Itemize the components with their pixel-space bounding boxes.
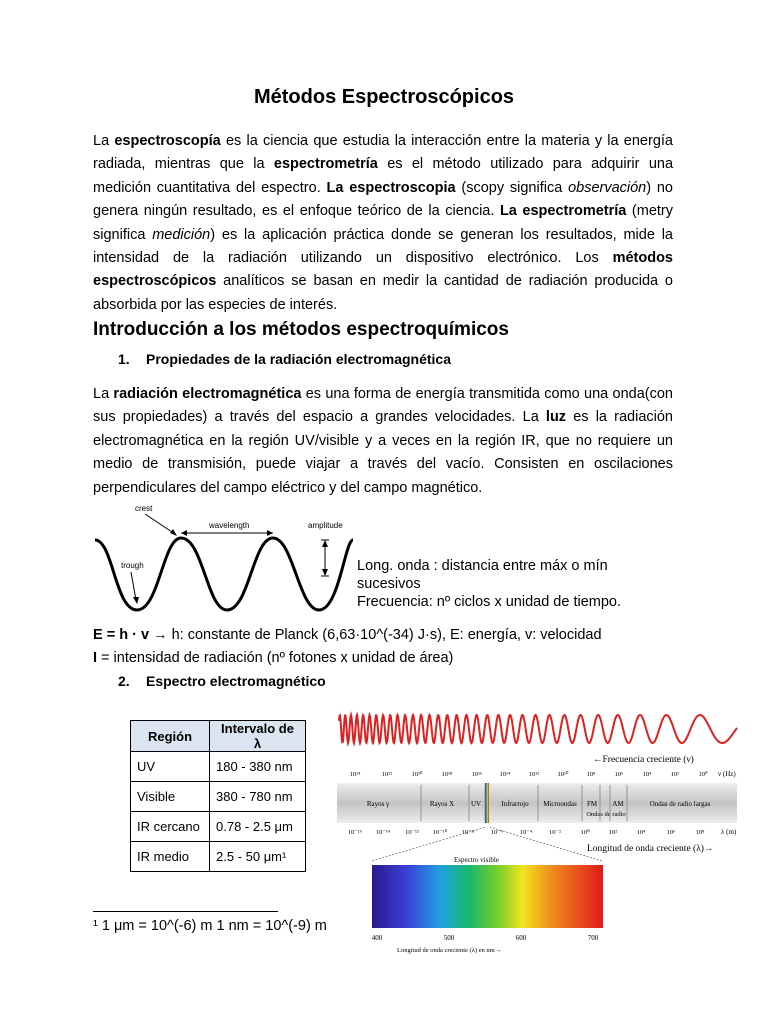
wavelength-tick-label: 10⁻¹⁴ [375,829,391,836]
frequency-wave [339,715,737,743]
region-label: Microondas [543,800,577,808]
frequency-tick-label: 10² [670,771,680,778]
table-cell: 380 - 780 nm [210,782,306,812]
table-header: Intervalo de λ [210,721,306,752]
subheading-1: 1. Propiedades de la radiación electromagnética [118,351,451,367]
frequency-label: ←Frecuencia creciente (ν) [593,755,694,765]
table-cell: 180 - 380 nm [210,752,306,782]
table-row [131,752,306,782]
frequency-ticks [350,770,708,778]
region-label: Rayos γ [366,800,390,808]
wavelength-ticks [348,828,705,836]
visible-spectrum [372,865,603,928]
radio-waves-label: Ondas de radio [586,811,626,818]
wavelength-tick-label: 10⁻¹⁰ [432,829,448,836]
region-label: UV [470,800,482,808]
table-cell: UV [131,752,210,782]
frequency-tick-label: 10¹⁸ [441,771,453,778]
frequency-unit: ν (Hz) [718,770,736,778]
visible-tick-label: 500 [443,934,455,942]
frequency-tick-label: 10²⁴ [349,771,361,778]
frequency-tick-label: 10¹² [528,771,540,778]
frequency-tick-label: 10²⁰ [411,771,423,778]
visible-ticks [372,934,599,942]
region-label: AM [612,800,624,808]
frequency-tick-label: 10⁰ [698,771,708,778]
wave-note-1: Long. onda : distancia entre máx o mín [357,558,608,574]
visible-axis-label: Longitud de onda creciente (λ) en nm→ [397,947,502,954]
wave-diagram [93,500,355,622]
regions-table [130,720,306,872]
trough-label: trough [121,561,144,570]
table-cell: 0.78 - 2.5 μm [210,812,306,842]
wavelength-tick-label: 10⁰ [580,829,590,836]
amplitude-label: amplitude [308,521,343,530]
frequency-tick-label: 10⁶ [614,771,624,778]
crest-label: crest [135,504,153,513]
wavelength-tick-label: 10² [608,829,618,836]
table-cell: IR cercano [131,812,210,842]
wavelength-tick-label: 10⁸ [695,829,705,836]
wave-note-2: sucesivos [357,576,421,592]
frequency-tick-label: 10¹⁴ [499,771,511,778]
table-header-row [131,721,306,752]
visible-tick-label: 700 [587,934,599,942]
table-row [131,812,306,842]
wavelength-tick-label: 10⁻¹² [405,829,419,836]
wave-note-3: Frecuencia: nº ciclos x unidad de tiempo. [357,594,622,610]
visible-title: Espectro visible [454,856,499,864]
wavelength-tick-label: 10⁻² [549,829,561,836]
intro-paragraph: La espectroscopía es la ciencia que estudia la interacción entre la materia y la energía radiada, mientras que la espectrometría es el método utilizado para adquirir una medición cuantitativa del espectro. La espectroscopia (scopy significa observación) no genera ningún resultado, es el enfoque teórico de la ciencia. La espectrometría (metry significa medición) es la aplicación práctica donde se generan los resultados, mide la intensidad de la radiación utilizando un dispositivo electrónico. Los métodos espectroscópicos analíticos se basan en medir la cantidad de radiación producida o absorbida por las especies de interés. [93,133,674,313]
footnote-rule [93,911,278,912]
wavelength-tick-label: 10⁴ [636,829,646,836]
region-label: Ondas de radio largas [649,800,711,808]
intensity-formula: I = intensidad de radiación (nº fotones x unidad de área) [93,650,454,666]
frequency-tick-label: 10⁴ [642,771,652,778]
uv-visible-strip [485,783,489,823]
footnote: ¹ 1 μm = 10^(-6) m 1 nm = 10^(-9) m [93,918,327,934]
wavelength-label: wavelength [209,521,250,530]
sine-wave [95,538,353,610]
visible-tick-label: 400 [371,934,383,942]
table-row [131,782,306,812]
visible-tick-label: 600 [515,934,527,942]
region-label: FM [586,800,598,808]
planck-formula: E = h · v → h: constante de Planck (6,63·10^(-34) J·s), E: energía, v: velocidad [93,627,602,643]
em-spectrum-figure [335,705,740,960]
frequency-tick-label: 10¹⁰ [557,771,569,778]
frequency-tick-label: 10²² [381,771,393,778]
wavelength-tick-label: 10⁻¹⁶ [347,829,363,836]
wavelength-unit: λ (m) [721,828,737,836]
frequency-tick-label: 10¹⁶ [471,771,483,778]
wave-notes [357,557,621,611]
length-label: Longitud de onda creciente (λ)→ [587,844,714,854]
wavelength-tick-label: 10⁻⁸ [461,829,475,836]
subheading-2: 2. Espectro electromagnético [118,673,326,689]
em-paragraph: La radiación electromagnética es una forma de energía transmitida como una onda(con sus propiedades) a través del espacio a grandes velocidades. La luz es la radiación electromagnética en la región UV/visible y a veces en la región IR, que no requiere un medio de transmisión, puede viajar a través del vacío. Consisten en oscilaciones perpendiculares del campo eléctrico y del campo magnético. [93,386,673,496]
page-title: Métodos Espectroscópicos [253,86,515,108]
region-label: Rayos X [429,800,455,808]
table-header: Región [131,721,210,752]
table-row [131,842,306,872]
section-heading: Introducción a los métodos espectroquímicos [93,319,509,340]
table-cell: Visible [131,782,210,812]
wavelength-tick-label: 10⁻⁴ [519,829,533,836]
wavelength-tick-label: 10⁻⁶ [490,829,504,836]
table-cell: IR medio [131,842,210,872]
wavelength-tick-label: 10⁶ [666,829,676,836]
table-cell: 2.5 - 50 μm¹ [210,842,306,872]
region-label: Infrarrojo [501,800,529,808]
frequency-tick-label: 10⁸ [586,771,596,778]
